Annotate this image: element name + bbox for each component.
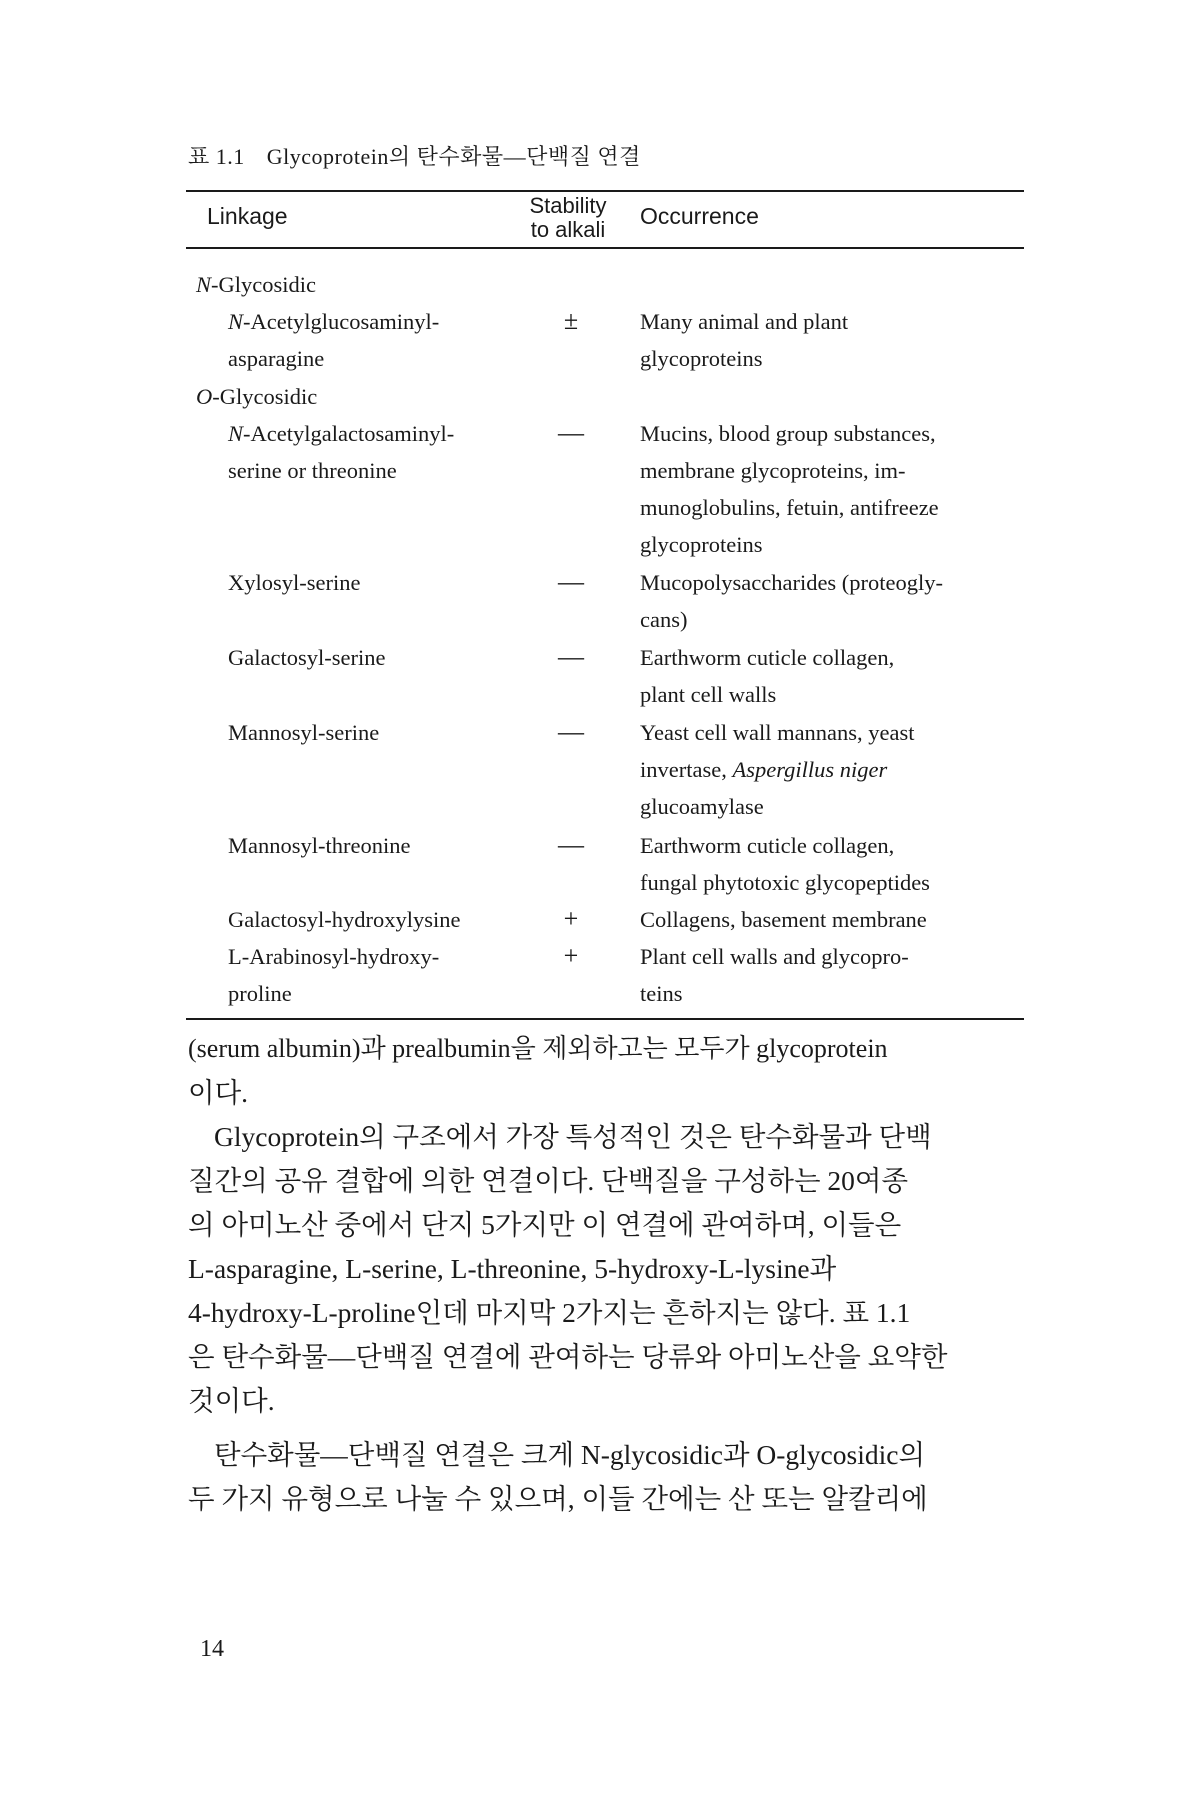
row-stability: —	[558, 567, 584, 596]
table-caption	[188, 140, 641, 171]
row-linkage: N-Acetylgalactosaminyl-	[228, 421, 455, 446]
row-occurrence: glycoproteins	[640, 346, 763, 371]
row-occurrence-part: invertase,	[640, 757, 727, 782]
page-number: 14	[200, 1636, 224, 1662]
row-occurrence: glucoamylase	[640, 794, 764, 819]
body-line: 의 아미노산 중에서 단지 5가지만 이 연결에 관여하며, 이들은	[188, 1209, 902, 1240]
body-line: 이다.	[188, 1077, 249, 1108]
body-line: Glycoprotein의 구조에서 가장 특성적인 것은 탄수화물과 단백	[214, 1121, 932, 1152]
body-line: 4-hydroxy-L-proline인데 마지막 2가지는 흔하지는 않다. 표 1.1	[188, 1297, 911, 1328]
row-linkage: serine or threonine	[228, 458, 397, 483]
row-stability: —	[558, 717, 584, 746]
row-occurrence: cans)	[640, 607, 688, 632]
row-occurrence: teins	[640, 981, 683, 1006]
row-occurrence: munoglobulins, fetuin, antifreeze	[640, 495, 939, 520]
row-occurrence: Mucins, blood group substances,	[640, 421, 936, 446]
body-line: 탄수화물—단백질 연결은 크게 N-glycosidic과 O-glycosidic의	[214, 1439, 926, 1470]
row-linkage: asparagine	[228, 346, 325, 371]
body-line: (serum albumin)과 prealbumin을 제외하고는 모두가 glycoprotein	[188, 1034, 888, 1063]
header-stability	[508, 194, 628, 242]
row-occurrence: membrane glycoproteins, im-	[640, 458, 906, 483]
row-occurrence-species: Aspergillus niger	[732, 757, 888, 782]
row-occurrence: Plant cell walls and glycopro-	[640, 944, 909, 969]
row-linkage: Mannosyl-threonine	[228, 833, 411, 858]
body-line: 것이다.	[188, 1385, 275, 1416]
group-label-n-glycosidic-text: -Glycosidic	[211, 272, 316, 297]
header-linkage: Linkage	[207, 203, 288, 229]
row-linkage: Galactosyl-hydroxylysine	[228, 907, 461, 932]
row-linkage: proline	[228, 981, 292, 1006]
table-caption-number: 표 1.1	[188, 144, 245, 169]
row-occurrence: fungal phytotoxic glycopeptides	[640, 870, 930, 895]
row-linkage: L-Arabinosyl-hydroxy-	[228, 944, 440, 969]
table-bottom-rule	[186, 1018, 1024, 1020]
table-top-rule	[186, 190, 1024, 192]
body-line: 두 가지 유형으로 나눌 수 있으며, 이들 간에는 산 또는 알칼리에	[188, 1483, 928, 1514]
row-linkage: Xylosyl-serine	[228, 570, 361, 595]
group-label-o-glycosidic-text: -Glycosidic	[212, 384, 318, 409]
group-label-n-glycosidic: N-Glycosidic	[196, 272, 316, 297]
row-stability: +	[563, 904, 579, 933]
table-header-rule	[186, 247, 1024, 249]
row-occurrence: Many animal and plant	[640, 309, 849, 334]
row-occurrence: Earthworm cuticle collagen,	[640, 833, 895, 858]
group-label-o-glycosidic: O-Glycosidic	[196, 384, 318, 409]
row-stability: —	[558, 418, 584, 447]
row-stability: —	[558, 642, 584, 671]
row-stability: +	[563, 941, 579, 970]
row-linkage: N-Acetylglucosaminyl-	[228, 309, 440, 334]
row-stability: ±	[563, 306, 579, 335]
row-occurrence	[640, 757, 887, 783]
row-occurrence: glycoproteins	[640, 532, 763, 557]
header-stability-line2: to alkali	[530, 217, 606, 242]
body-line: 은 탄수화물—단백질 연결에 관여하는 당류와 아미노산을 요약한	[188, 1341, 948, 1372]
row-occurrence: Earthworm cuticle collagen,	[640, 645, 895, 670]
row-occurrence: Yeast cell wall mannans, yeast	[640, 720, 915, 745]
header-occurrence: Occurrence	[640, 203, 759, 229]
row-linkage: Galactosyl-serine	[228, 645, 386, 670]
table-caption-title: Glycoprotein의 탄수화물—단백질 연결	[266, 144, 641, 169]
row-occurrence: Mucopolysaccharides (proteogly-	[640, 570, 944, 595]
body-line: 질간의 공유 결합에 의한 연결이다. 단백질을 구성하는 20여종	[188, 1165, 909, 1196]
row-occurrence: plant cell walls	[640, 682, 777, 707]
row-linkage: Mannosyl-serine	[228, 720, 380, 745]
row-occurrence: Collagens, basement membrane	[640, 907, 927, 932]
body-line: L-asparagine, L-serine, L-threonine, 5-hydroxy-L-lysine과	[188, 1253, 837, 1284]
header-stability-line1: Stability	[529, 193, 607, 218]
row-stability: —	[558, 830, 584, 859]
